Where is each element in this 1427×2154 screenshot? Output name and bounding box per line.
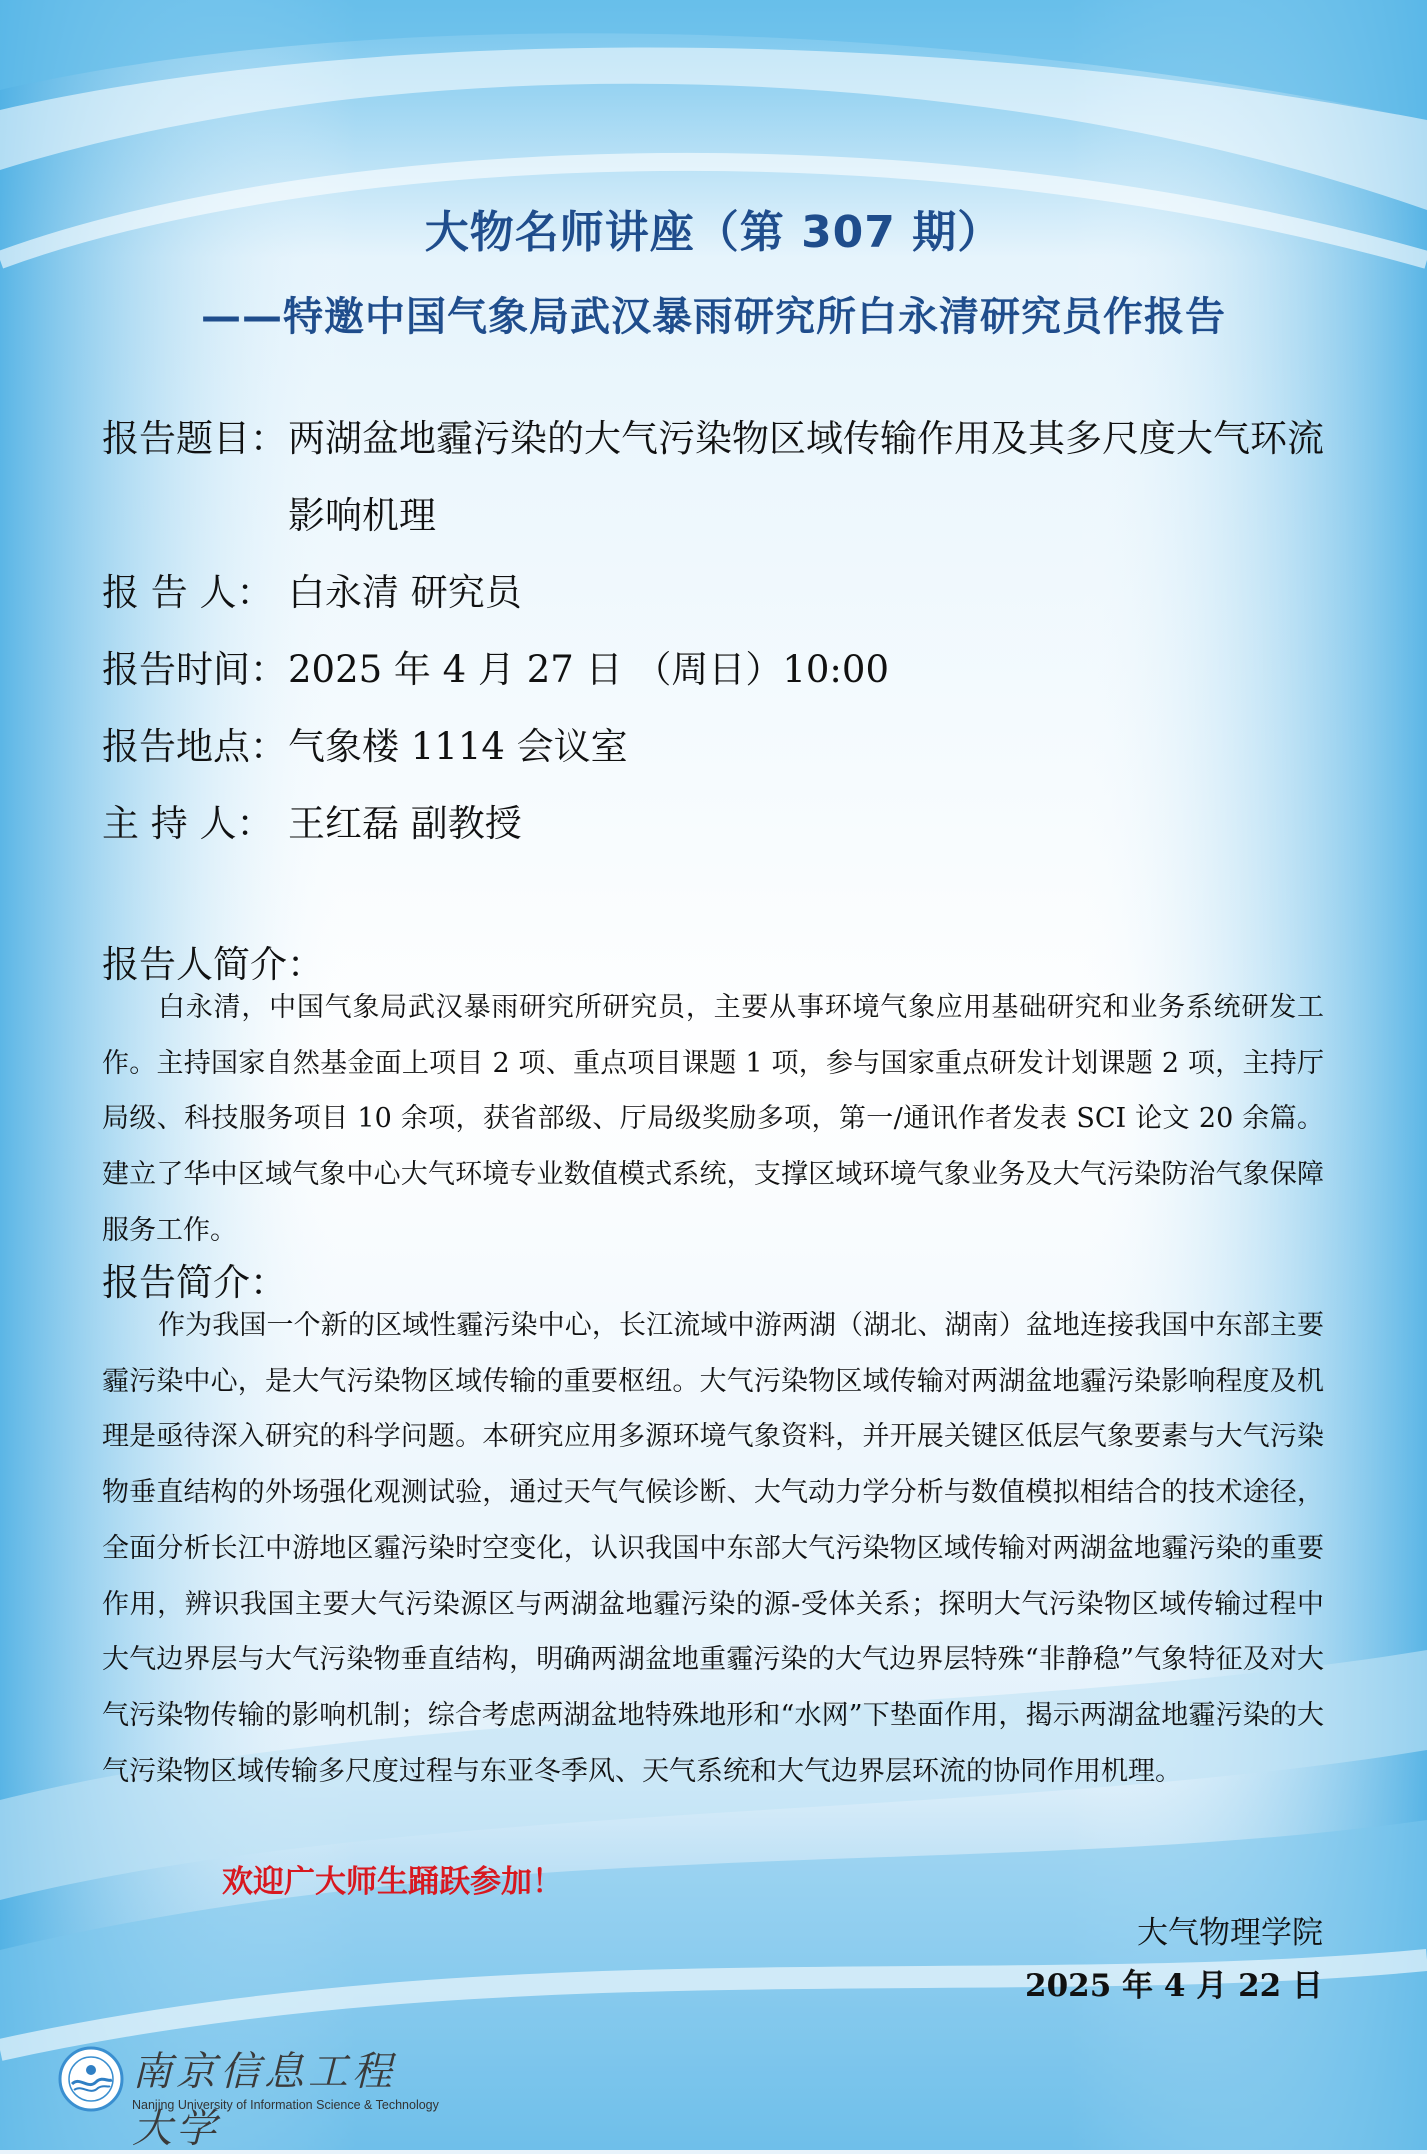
host-label: 主 持 人： <box>102 802 274 845</box>
page-subtitle: ——特邀中国气象局武汉暴雨研究所白永清研究员作报告 <box>201 294 1226 340</box>
university-logo <box>58 2040 439 2152</box>
info-place-row <box>102 708 1332 785</box>
speaker-label: 报 告 人： <box>102 571 274 614</box>
host-value: 王红磊 副教授 <box>288 802 522 845</box>
bio-heading: 报告人简介： <box>102 943 324 986</box>
speaker-value: 白永清 研究员 <box>288 571 522 614</box>
university-name-cn: 南京信息工程大学 <box>132 2049 396 2152</box>
topic-value: 两湖盆地霾污染的大气污染物区域传输作用及其多尺度大气环流影响机理 <box>288 417 1324 537</box>
organizer: 大气物理学院 <box>1137 1915 1323 1951</box>
abstract-text: 作为我国一个新的区域性霾污染中心，长江流域中游两湖（湖北、湖南）盆地连接我国中东部主要霾污染中心，是大气污染物区域传输的重要枢纽。大气污染物区域传输对两湖盆地霾污染影响程度及机理是亟待深入研究的科学问题。本研究应用多源环境气象资料，并开展关键区低层气象要素与大气污染物垂直结构的外场强化观测试验，通过天气气候诊断、大气动力学分析与数值模拟相结合的技术途径，全面分析长江中游地区霾污染时空变化，认识我国中东部大气污染物区域传输对两湖盆地霾污染的重要作用，辨识我国主要大气污染源区与两湖盆地霾污染的源-受体关系；探明大气污染物区域传输过程中大气边界层与大气污染物垂直结构，明确两湖盆地重霾污染的大气边界层特殊“非静稳”气象特征及对大气污染物传输的影响机制；综合考虑两湖盆地特殊地形和“水网”下垫面作用，揭示两湖盆地霾污染的大气污染物区域传输多尺度过程与东亚冬季风、天气系统和大气边界层环流的协同作用机理。 <box>102 1310 1324 1787</box>
place-value: 气象楼 1114 会议室 <box>288 725 628 768</box>
time-value: 2025 年 4 月 27 日 （周日）10:00 <box>288 648 889 691</box>
info-speaker-row <box>102 554 1332 631</box>
time-label: 报告时间： <box>102 648 287 691</box>
university-name-en: Nanjing University of Information Science & Technology <box>132 2098 439 2112</box>
topic-label: 报告题目： <box>102 417 287 460</box>
bio-text: 白永清，中国气象局武汉暴雨研究所研究员，主要从事环境气象应用基础研究和业务系统研发工作。主持国家自然基金面上项目 2 项、重点项目课题 1 项，参与国家重点研发计划课题 2 项，主持厅局级、科技服务项目 10 余项，获省部级、厅局级奖励多项，第一/通讯作者发表 SCI 论文 20 余篇。建立了华中区域气象中心大气环境专业数值模式系统，支撑区域环境气象业务及大气污染防治气象保障服务工作。 <box>102 992 1324 1246</box>
welcome-text: 欢迎广大师生踊跃参加！ <box>222 1864 563 1900</box>
info-host-row <box>102 785 1332 862</box>
issue-date: 2025 年 4 月 22 日 <box>1025 1968 1323 2004</box>
info-time-row <box>102 631 1332 708</box>
abstract-heading: 报告简介： <box>102 1261 287 1304</box>
place-label: 报告地点： <box>102 725 287 768</box>
university-emblem-icon <box>58 2046 124 2112</box>
info-topic-row <box>102 400 1332 554</box>
page-title: 大物名师讲座（第 307 期） <box>424 207 1003 258</box>
